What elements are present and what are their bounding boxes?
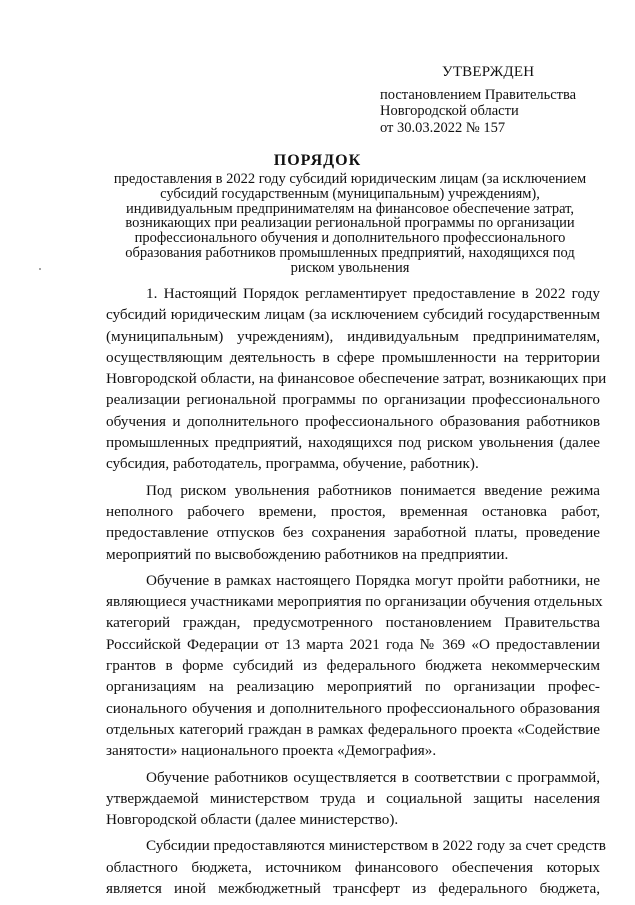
paragraph-line: 1. Настоящий Порядок регламентирует предоставление в 2022 году bbox=[146, 285, 600, 302]
paragraph-line: обучения и дополнительного профессионального образования работников bbox=[106, 412, 600, 430]
paragraph-line: сионального обучения и дополнительного профессионального образования bbox=[106, 699, 600, 717]
subtitle-line: субсидий государственным (муниципальным) учреждениям), bbox=[160, 185, 540, 202]
paragraph-line: реализации региональной программы по организации профессионального bbox=[106, 391, 600, 409]
paragraph-line: категорий граждан, предусмотренного постановлением Правительства bbox=[106, 614, 600, 632]
approval-line: от 30.03.2022 № 157 bbox=[380, 119, 506, 136]
document-body bbox=[106, 283, 607, 899]
document-title: ПОРЯДОК bbox=[273, 152, 362, 169]
paragraph bbox=[106, 570, 603, 762]
subtitle-line: профессионального обучения и дополнительного профессионального bbox=[134, 230, 566, 247]
paragraph-line: организациям на реализацию мероприятий по организации профес- bbox=[106, 678, 600, 696]
paragraph-line: областного бюджета, источником финансового обеспечения которых bbox=[106, 858, 600, 876]
subtitle-line: образования работников промышленных предприятий, находящихся под bbox=[125, 244, 575, 261]
paragraph-line: Обучение работников осуществляется в соответствии с программой, bbox=[146, 768, 600, 786]
paragraph-line: промышленных предприятий, находящихся под риском увольнения (далее bbox=[106, 434, 600, 452]
paragraph-line: осуществляющим деятельность в сфере промышленности на территории bbox=[106, 348, 600, 366]
paragraph bbox=[106, 283, 607, 475]
paragraph-line: неполного рабочего времени, простоя, временная остановка работ, bbox=[106, 502, 600, 520]
approval-stamp: УТВЕРЖДЕН bbox=[442, 64, 535, 80]
paragraph-line: Российской Федерации от 13 марта 2021 года № 369 «О предоставлении bbox=[106, 635, 600, 653]
subtitle-line: предоставления в 2022 году субсидий юридическим лицам (за исключением bbox=[113, 171, 587, 187]
paragraph-line: (муниципальным) учреждениям), индивидуальным предпринимателям, bbox=[106, 327, 600, 345]
paragraph-line: утверждаемой министерством труда и социальной защиты населения bbox=[106, 789, 600, 807]
document-subtitle bbox=[100, 172, 600, 276]
paragraph-line: субсидий юридическим лицам (за исключением субсидий государственным bbox=[106, 306, 600, 324]
paragraph bbox=[106, 480, 600, 565]
paragraph-line: субсидия, работодатель, программа, обучение, работник). bbox=[106, 455, 479, 473]
paragraph bbox=[106, 767, 600, 831]
paragraph-line: являющиеся участниками мероприятия по организации обучения отдельных bbox=[106, 593, 603, 611]
paragraph-line: является иной межбюджетный трансферт из федерального бюджета, bbox=[106, 880, 600, 898]
paragraph-line: Под риском увольнения работников понимается введение режима bbox=[146, 481, 600, 499]
subtitle-line: возникающих при реализации региональной программы по организации bbox=[125, 215, 575, 232]
paragraph-line: грантов в форме субсидий из федерального бюджета некоммерческим bbox=[106, 657, 600, 675]
subtitle-line: риском увольнения bbox=[290, 259, 410, 276]
approval-line: Новгородской области bbox=[380, 103, 519, 119]
paragraph-line: предоставление отпусков без сохранения заработной платы, проведение bbox=[106, 524, 600, 542]
paragraph-line: Новгородской области, на финансовое обеспечение затрат, возникающих при bbox=[106, 370, 607, 388]
paragraph-line: Обучение в рамках настоящего Порядка могут пройти работники, не bbox=[146, 571, 600, 589]
paragraph-line: отдельных категорий граждан в рамках федерального проекта «Содействие bbox=[106, 720, 600, 738]
approval-block bbox=[380, 64, 610, 136]
subtitle-line: индивидуальным предпринимателям на финансовое обеспечение затрат, bbox=[125, 200, 575, 217]
paragraph-line: Субсидии предоставляются министерством в 2022 году за счет средств bbox=[146, 837, 606, 855]
paragraph-line: занятости» национального проекта «Демография». bbox=[106, 742, 437, 760]
paragraph bbox=[106, 835, 606, 899]
paragraph-line: Новгородской области (далее министерство). bbox=[106, 811, 399, 829]
scan-speck bbox=[39, 268, 41, 270]
paragraph-line: мероприятий по высвобождению работников на предприятии. bbox=[106, 545, 509, 563]
approval-line: постановлением Правительства bbox=[380, 86, 577, 103]
